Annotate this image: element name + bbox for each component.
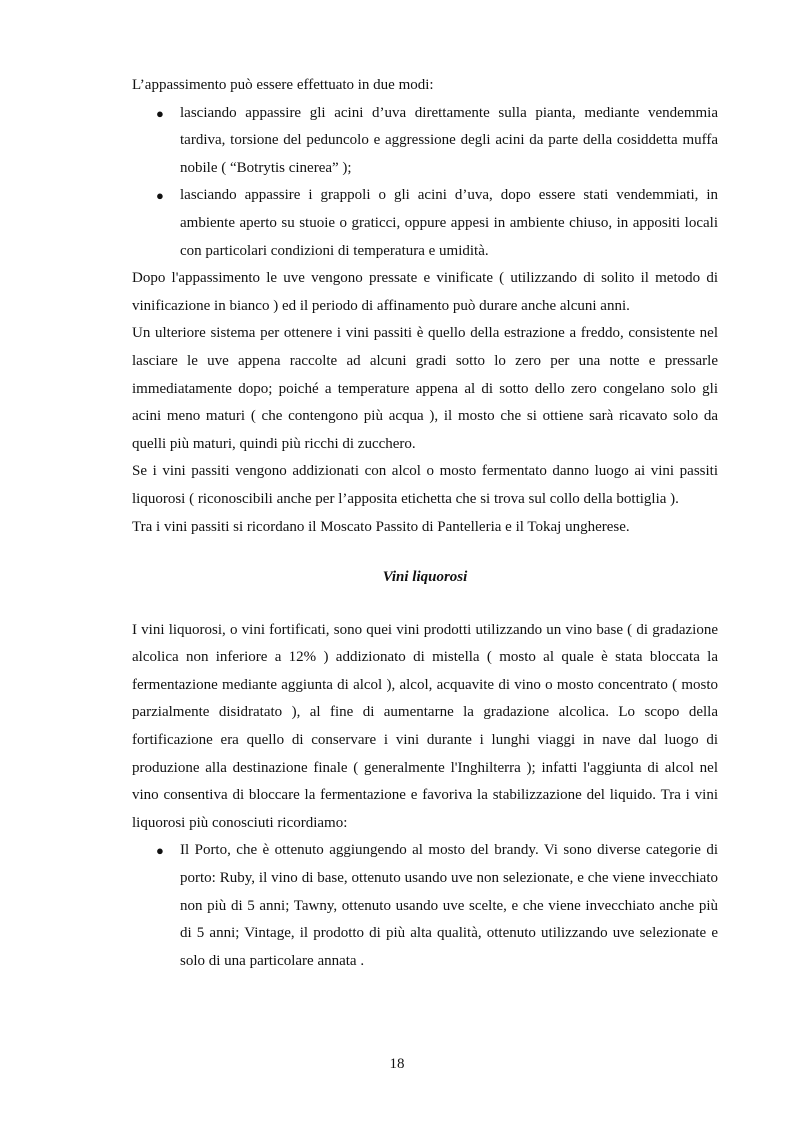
body-paragraph: Un ulteriore sistema per ottenere i vini passiti è quello della estrazione a freddo, consistente nel lasciare le uve appena raccolte ad alcuni gradi sotto lo zero per una notte e pressarle immediatamente dopo; poiché a temperature appena al di sotto dello zero congelano solo gli acini meno maturi ( che contengono più acqua ), il mosto che si ottiene sarà ricavato solo da quelli più maturi, quindi più ricchi di zucchero. <box>132 325 718 452</box>
list-item-text: lasciando appassire i grappoli o gli acini d’uva, dopo essere stati vendemmiati, in ambiente aperto su stuoie o graticci, oppure appesi in ambiente chiuso, in appositi locali con particolari condizioni di temperatura e umidità. <box>180 187 718 259</box>
list-item <box>132 837 718 975</box>
liquorosi-list <box>132 837 718 975</box>
body-paragraph: Tra i vini passiti si ricordano il Moscato Passito di Pantelleria e il Tokaj ungherese. <box>132 518 630 535</box>
bullet-icon: ● <box>156 843 164 859</box>
body-paragraph: I vini liquorosi, o vini fortificati, sono quei vini prodotti utilizzando un vino base ( di gradazione alcolica non inferiore a 12% ) addizionato di mistella ( mosto al quale è stata bloccata la fermentazione mediante aggiunta di alcol ), alcol, acquavite di vino o mosto concentrato ( mosto parzialmente disidratato ), al fine di aumentarne la gradazione alcolica. Lo scopo della fortificazione era quello di conservare i vini durante i lunghi viaggi in nave dal luogo di produzione alla destinazione finale ( generalmente l'Inghilterra ); infatti l'aggiunta di alcol nel vino consentiva di bloccare la fermentazione e favoriva la stabilizzazione del liquido. Tra i vini liquorosi più conosciuti ricordiamo: <box>132 621 718 831</box>
section-heading: Vini liquorosi <box>382 569 468 586</box>
list-item-text: lasciando appassire gli acini d’uva direttamente sulla pianta, mediante vendemmia tardiva, torsione del peduncolo e aggressione degli acini da parte della cosiddetta muffa nobile ( “Botrytis cinerea” ); <box>180 104 718 176</box>
page-number: 18 <box>389 1056 405 1072</box>
bullet-icon: ● <box>156 188 164 204</box>
intro-paragraph: L’appassimento può essere effettuato in due modi: <box>132 77 434 93</box>
list-item-text: Il Porto, che è ottenuto aggiungendo al mosto del brandy. Vi sono diverse categorie di porto: Ruby, il vino di base, ottenuto usando uve non selezionate, e che viene invecchiato non più di 5 anni; Tawny, ottenuto usando uve scelte, e che viene invecchiato anche più di 5 anni; Vintage, il prodotto di più alta qualità, ottenuto utilizzando uve selezionate e solo di una particolare annata . <box>180 842 718 969</box>
body-paragraph: Se i vini passiti vengono addizionati con alcol o mosto fermentato danno luogo ai vini passiti liquorosi ( riconoscibili anche per l’apposita etichetta che si trova sul collo della bottiglia ). <box>132 463 718 507</box>
bullet-icon: ● <box>156 105 164 121</box>
list-item <box>132 182 718 265</box>
list-item <box>132 100 718 183</box>
document-page <box>132 72 718 975</box>
body-paragraph: Dopo l'appassimento le uve vengono pressate e vinificate ( utilizzando di solito il metodo di vinificazione in bianco ) ed il periodo di affinamento può durare anche alcuni anni. <box>132 270 718 314</box>
appassimento-methods-list <box>132 100 718 266</box>
